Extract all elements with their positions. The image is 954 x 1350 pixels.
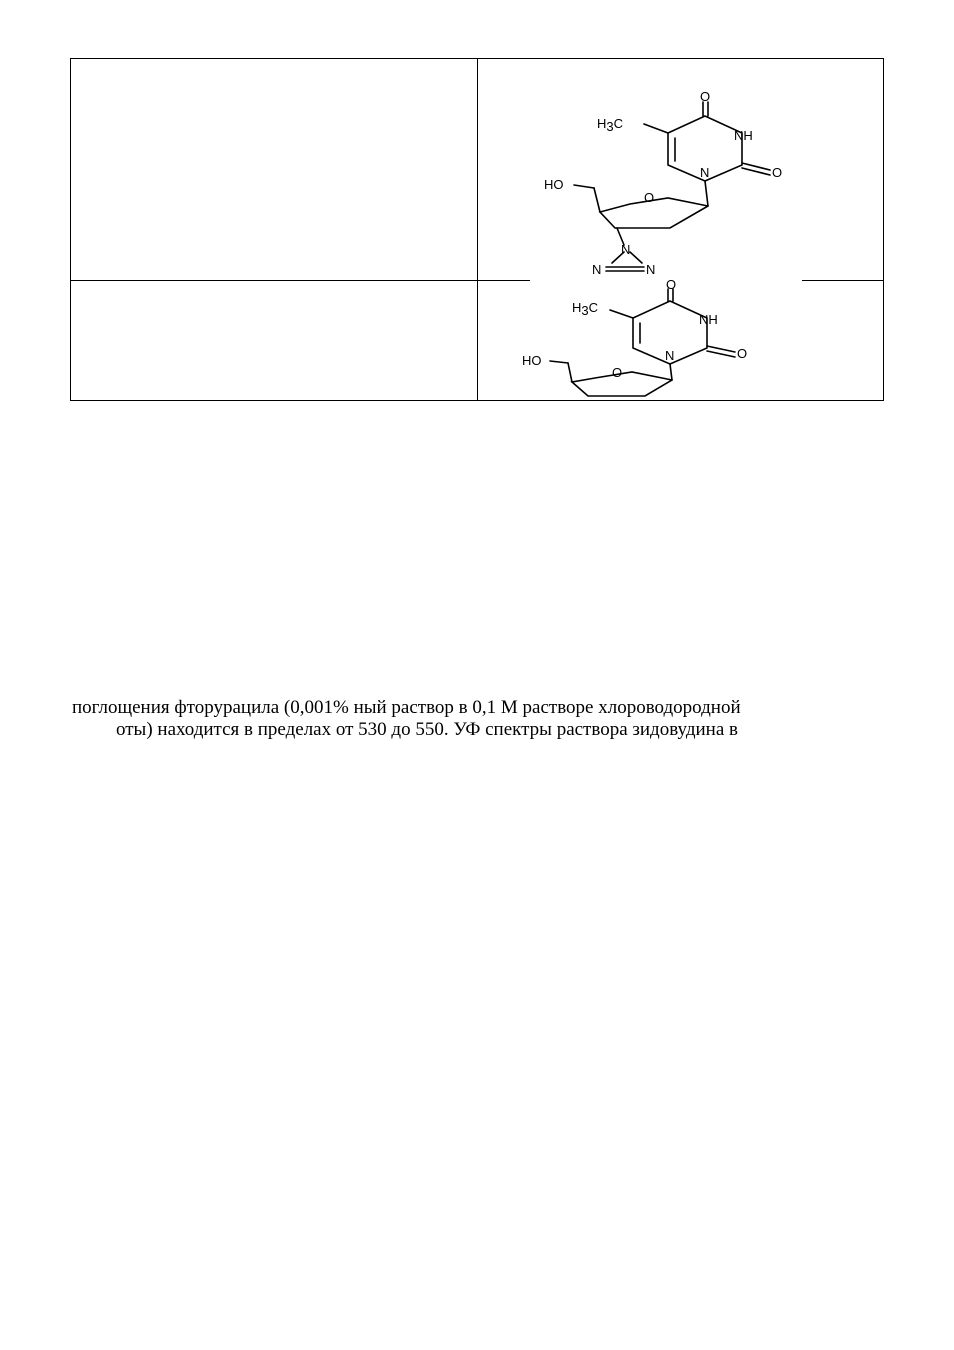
stavudine-like-structure-icon — [500, 277, 800, 405]
carbonyl-o-top-label: O — [700, 89, 711, 104]
n1-label: N — [700, 165, 710, 180]
nh-label: NH — [699, 312, 718, 327]
body-line-2: оты) находится в пределах от 530 до 550. УФ спектры раствора зидовудина в — [116, 719, 739, 740]
azide-n1-label: N — [621, 242, 631, 257]
ring-o-label: O — [612, 365, 623, 380]
n1-label: N — [665, 348, 675, 363]
carbonyl-o-top-label: O — [666, 277, 677, 292]
azide-n2-label: N — [592, 262, 602, 277]
body-paragraph — [72, 697, 892, 741]
azide-n3-label: N — [646, 262, 656, 277]
carbonyl-o-right-label: O — [772, 165, 783, 180]
methyl-label: H3C — [572, 300, 599, 318]
body-line-1: поглощения фторурацила (0,001% ный раствор в 0,1 М растворе хлороводородной — [72, 697, 741, 718]
nh-label: NH — [734, 128, 753, 143]
table-cell-name-2 — [71, 281, 478, 401]
ho-label: HO — [544, 177, 564, 192]
table-cell-name-1 — [71, 59, 478, 281]
ho-label: HO — [522, 353, 542, 368]
carbonyl-o-right-label: O — [737, 346, 748, 361]
methyl-label: H3C — [597, 116, 624, 134]
ring-o-label: O — [644, 190, 655, 205]
azidothymidine-structure-icon — [520, 88, 820, 288]
